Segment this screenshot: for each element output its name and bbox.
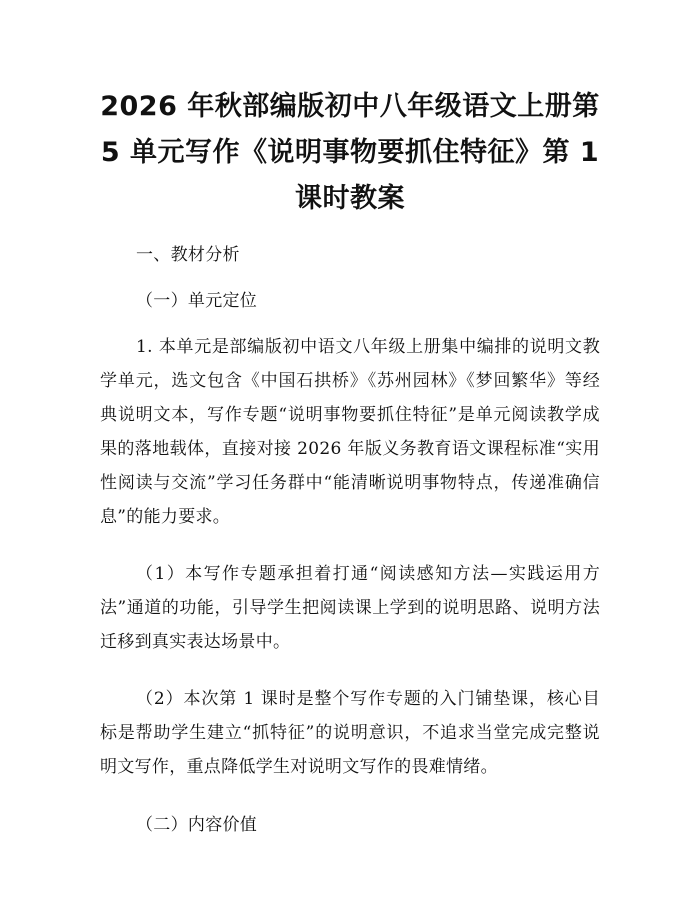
section-heading-textbook-analysis: 一、教材分析	[136, 245, 240, 265]
paragraph-point-1: （1）本写作专题承担着打通“阅读感知方法—实践运用方法”通道的功能，引导学生把阅读课上学到的说明思路、说明方法迁移到真实表达场景中。	[100, 564, 600, 652]
paragraph-unit-description: 1. 本单元是部编版初中语文八年级上册集中编排的说明文教学单元，选文包含《中国石拱桥》《苏州园林》《梦回繁华》等经典说明文本，写作专题“说明事物要抓住特征”是单元阅读教学成果的落地载体，直接对接 2026 年版义务教育语文课程标准“实用性阅读与交流”学习任务群中“能清晰说明事物特点，传递准确信息”的能力要求。	[100, 337, 600, 527]
subsection-heading-unit-positioning: （一）单元定位	[136, 291, 258, 311]
document-title: 2026 年秋部编版初中八年级语文上册第 5 单元写作《说明事物要抓住特征》第 1 课时教案	[100, 91, 600, 214]
subsection-heading-content-value: （二）内容价值	[136, 815, 258, 835]
paragraph-point-2: （2）本次第 1 课时是整个写作专题的入门铺垫课，核心目标是帮助学生建立“抓特征”的说明意识，不追求当堂完成完整说明文写作，重点降低学生对说明文写作的畏难情绪。	[100, 689, 600, 777]
